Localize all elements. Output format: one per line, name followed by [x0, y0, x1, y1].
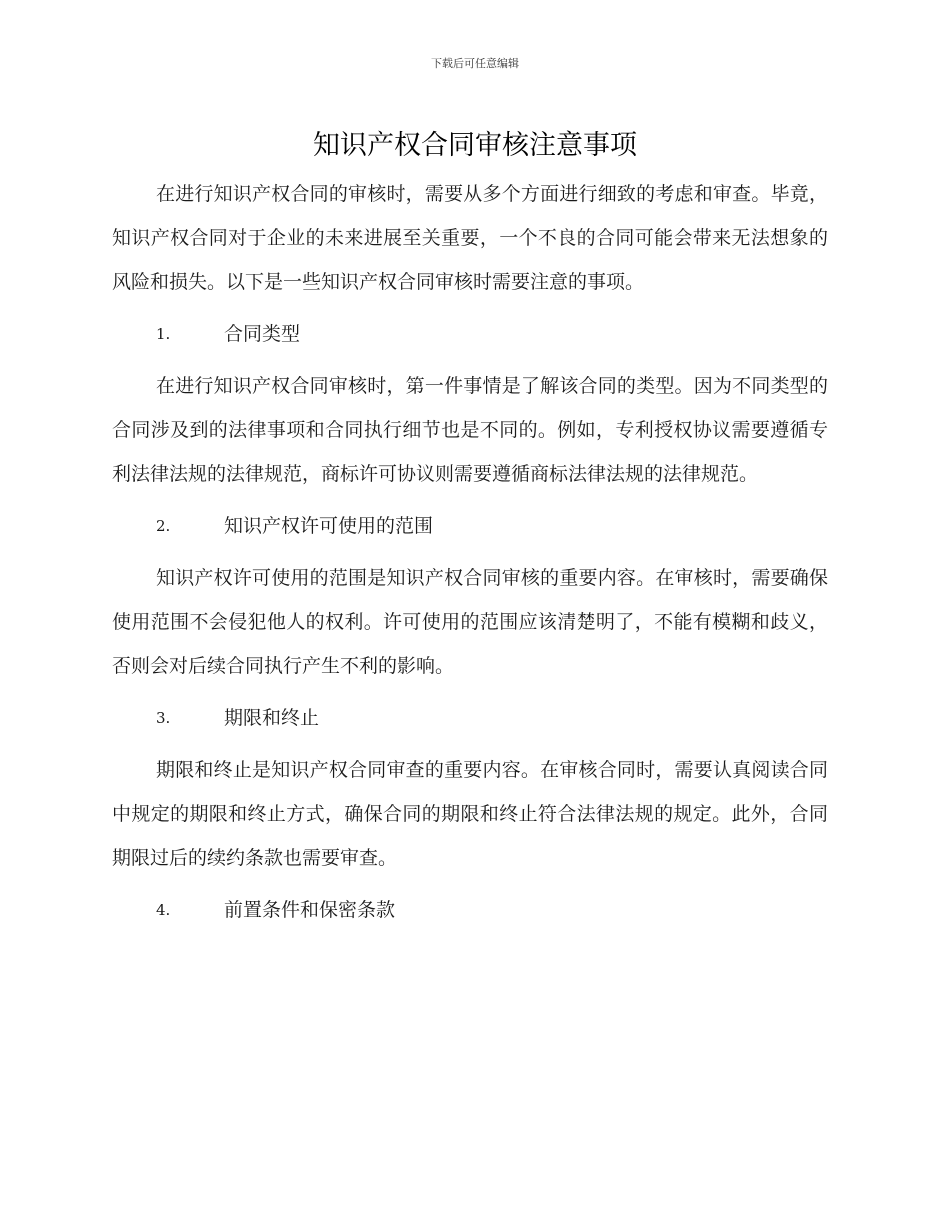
- section-title: 期限和终止: [224, 707, 320, 729]
- header-note: 下载后可任意编辑: [431, 57, 519, 70]
- section-number: 2.: [156, 517, 171, 535]
- section-paragraph-3: 期限和终止是知识产权合同审查的重要内容。在审核合同时，需要认真阅读合同中规定的期限和终止方式，确保合同的期限和终止符合法律法规的规定。此外，合同期限过后的续约条款也需要审查。: [112, 759, 828, 869]
- section-title: 前置条件和保密条款: [224, 899, 396, 921]
- section-heading-2: [112, 504, 828, 548]
- section-paragraph-1: 在进行知识产权合同审核时，第一件事情是了解该合同的类型。因为不同类型的合同涉及到的法律事项和合同执行细节也是不同的。例如，专利授权协议需要遵循专利法律法规的法律规范，商标许可协议则需要遵循商标法律法规的法律规范。: [112, 375, 828, 485]
- section-title: 合同类型: [224, 323, 301, 345]
- section-number: 1.: [156, 325, 171, 343]
- section-heading-4: [112, 888, 828, 932]
- document-title: 知识产权合同审核注意事项: [313, 130, 637, 161]
- section-heading-1: [112, 312, 828, 356]
- section-paragraph-2: 知识产权许可使用的范围是知识产权合同审核的重要内容。在审核时，需要确保使用范围不会侵犯他人的权利。许可使用的范围应该清楚明了，不能有模糊和歧义，否则会对后续合同执行产生不利的影响。: [112, 567, 828, 677]
- section-title: 知识产权许可使用的范围: [224, 515, 434, 537]
- section-heading-3: [112, 696, 828, 740]
- intro-paragraph: 在进行知识产权合同的审核时，需要从多个方面进行细致的考虑和审查。毕竟，知识产权合同对于企业的未来进展至关重要，一个不良的合同可能会带来无法想象的风险和损失。以下是一些知识产权合同审核时需要注意的事项。: [112, 183, 828, 293]
- section-number: 3.: [156, 709, 171, 727]
- section-number: 4.: [156, 901, 171, 919]
- document-body: [112, 172, 828, 940]
